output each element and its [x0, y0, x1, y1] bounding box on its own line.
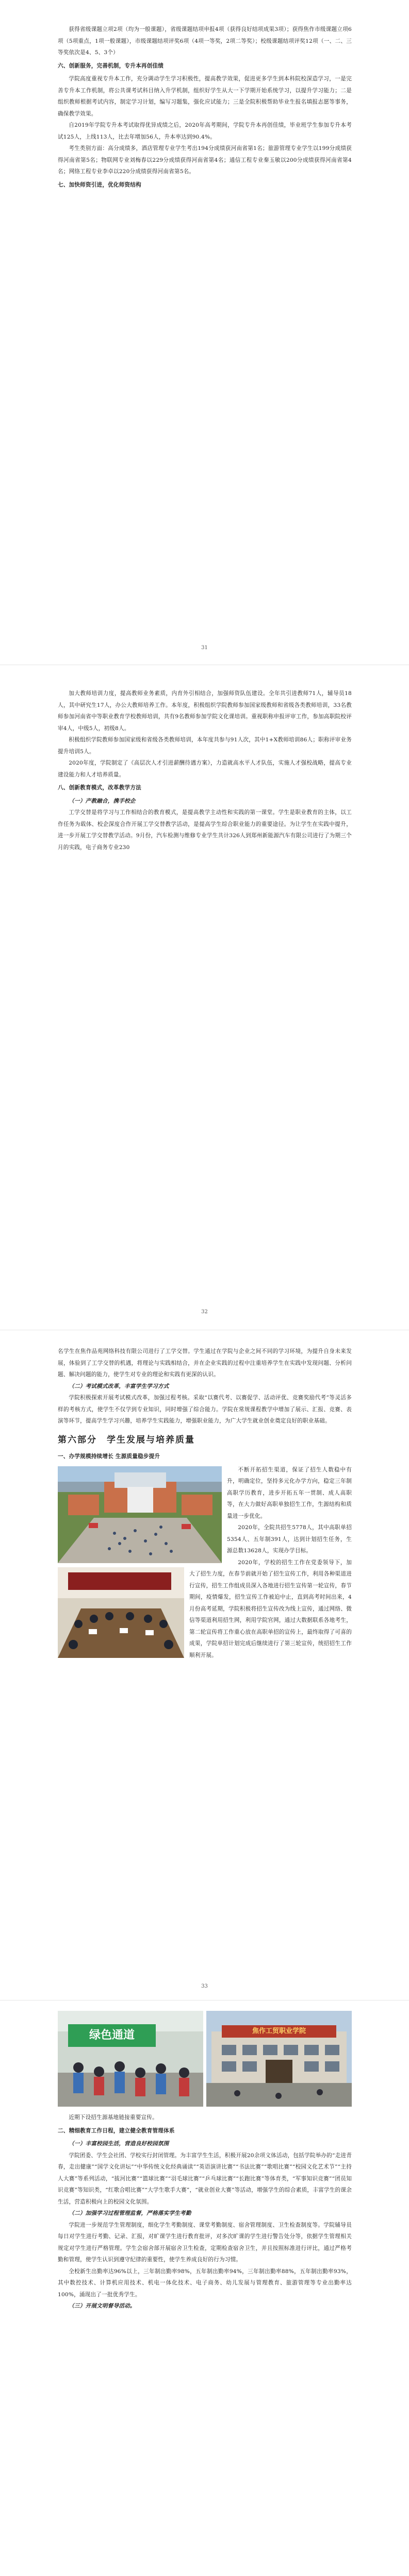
- paragraph: 学院高度重视专升本工作，充分调动学生学习积极性，提高教学效果，促进更多学生到本科院校深造学习，一是完善专升本工作机制，将公共课考试科目纳入升学机制，组织好学生从大一下学期开始系统学习，以提升学习能力；二是组织教师根据考试内容，制定学习计划，编写习题集，强化应试能力；三是全院积极帮助毕业生报名填报志愿等事务，确保教学效果。: [58, 76, 352, 117]
- section-heading-1: 一、办学规模持续增长 生源质量稳步提升: [58, 1453, 160, 1460]
- meeting-room-photo: [58, 1567, 184, 1658]
- paragraph: 2020年，学校的招生工作在党委领导下，加大了招生力度，在春节前就开始了招生宣传工作，利用各种渠道进行宣传，招生工作组成员深入各地进行招生宣传第一轮宣传，春节期间，疫情爆发，招生宣传工作被迫中止，直到高考时间出来，4月份高考延期，学院积极将招生宣传改为线上宣传，通过网络、微信等渠道利用招生网，利用学院官网，通过大数据联系各地考生，第二轮宣传将工作重心放在高职单招的宣传上，最终取得了可喜的成果，学院单招计划完成后继续进行了第三轮宣传，统招招生工作顺利开展。: [189, 1559, 352, 1658]
- report-page-31: [0, 0, 409, 665]
- page-31-content: [58, 24, 352, 192]
- section-heading-8: 八、创新教育模式，改革教学方法: [58, 785, 141, 791]
- paragraph: 考生类别方面：高分成绩多，酒店管理专业学生考出194分成绩获河南省第1名；旅游管理专业学生以199分成绩获得河南省第5名；物联网专业刘梅春以229分成绩获得河南省第4名；通信工程专业秦玉敏以200分成绩获得河南省第4名；网络工程专业李卓以220分成绩获得河南省第5名。: [58, 145, 352, 175]
- report-page-32: [0, 665, 409, 1330]
- gate-sign-text: 焦作工贸职业学院: [252, 2027, 306, 2035]
- subsection-heading: （二）加强学习过程管理监督，严格落实学生考勤: [69, 2210, 191, 2216]
- subsection-heading: （三）开展文明督导活动。: [69, 2303, 136, 2309]
- paragraph: 工学交替是将学习与工作相结合的教育模式，是提高教学主动性和实践的第一课堂。学生是职业教育的主体，以工作任务为载体、校企深度合作开展工学交替教学活动，是提高学生综合职业能力的重要途径。为让学生在实践中提升，进一步开展工学交替教学活动。9月份，汽车检测与维修专业学生共计326人到郑州新能源汽车有限公司进行了为期三个月的实践，电子商务专业230: [58, 809, 352, 851]
- green-channel-photo: [58, 2011, 203, 2107]
- section-heading-6: 六、创新服务，完善机制，专升本再创佳绩: [58, 62, 164, 69]
- section-heading-2: 二、精细教育工作日程，建立健全教育管理体系: [58, 2127, 175, 2134]
- banner-text: 绿色通道: [89, 2029, 135, 2042]
- campus-gate-photo: [206, 2011, 352, 2107]
- report-page-33: [0, 1330, 409, 2000]
- page-number: 32: [201, 1309, 208, 1315]
- paragraph: 全校新生出勤率达96%以上，三年制出勤率98%，五年制出勤率94%，三年制出勤率88%，五年制出勤率93%，其中数控技术、计算机应用技术、机电一体化技术、电子商务、幼儿发展与管理教育、旅游管理等专业出勤率达100%，涌现出了一批优秀学生。: [58, 2268, 352, 2298]
- part-title: 第六部分 学生发展与培养质量: [58, 1434, 195, 1445]
- paragraph: 自2019年学院专升本考试取得优异成绩之后，2020年高考期间，学院专升本再创佳绩，毕业班学生参加专升本考试125人，上线113人，比去年增加56人，升本率达到90.4%。: [58, 122, 352, 140]
- subsection-heading: （一）丰富校园生活，营造良好校园氛围: [69, 2141, 169, 2147]
- paragraph: 加大教师培训力度，提高教师业务素质，内育外引相结合，加强师资队伍建设。全年共引进教师71人，辅导员18人，其中研究生17人，办公大教师培养工作。本年度，积极组织学院教师参加国家级教师和省级各类教师培训，33名教师参加河南省中等职业教育学校教师培训，共有9名教师参加学院文化课培训。重视职称申报评审工作，参加高职院校评审4人，中级5人，初级8人。: [58, 690, 352, 732]
- subsection-heading: （一）产教融合，携手校企: [69, 798, 136, 804]
- paragraph: 学院积极探索开展考试模式改革，加强过程考核。采取“以赛代考、以赛促学、活动评优、竞赛奖励代考”等灵活多样的考核方式，使学生不仅学到专业知识，同时增强了综合能力。学院在常规课程教学中增加了展示、汇报、竞赛、表演等环节，提高学生学习兴趣，培养学生实践能力，增强职业能力，为广大学生就业创业奠定良好的职业基础。: [58, 1395, 352, 1424]
- paragraph: 近期下设招生源基地链接重要宣传。: [69, 2114, 158, 2121]
- paragraph: 2020年度，学院制定了《高层次人才引进薪酬待遇方案》，力造就高水平人才队伍，实施人才强校战略，提高专业建设能力和人才培养质量。: [58, 760, 352, 778]
- report-page-34: [0, 2001, 409, 2576]
- paragraph: 2020年，全院共招生5778人，其中高职单招5354人、五年制391人，达到计划招生任务，生源总数13628人，实现办学目标。: [227, 1524, 352, 1554]
- paragraph: 学院进一步规范学生管理制度，细化学生考勤制度、课堂考勤制度、宿舍管理制度、卫生检查制度等。学院辅导员每日对学生进行考勤、记录、汇报，对旷课学生进行教育批评，对多次旷课的学生进行警告处分等，依据学生管理相关规定对学生进行严格管理。学生会宿舍部开展宿舍卫生检查，定期检查宿舍卫生，并且按照标准进行评比，通过严格考勤和管理，使学生认识到遵守纪律的重要性，使学生养成良好的行为习惯。: [58, 2222, 352, 2263]
- paragraph: 不断开拓招生渠道，保证了招生人数稳中有升，明确定位，坚持多元化办学方向，稳定三年制高职学历教育，进步开拓五年一贯制、成人高职等，在大力做好高职单独招生工作，生源结构和质量进一步优化。: [227, 1466, 352, 1519]
- paragraph: 获得省级课题立项2项（均为一般课题），省级课题结项申报4项（获得良好结项成果3项）；获得焦作市级课题立项6项（5项重点，1项一般课题），市级课题结项评奖6项（4项一等奖，2项二等奖）；校级课题结项评奖12项（一、二、三等奖依次是4、5、3个）: [58, 26, 352, 56]
- paragraph: 学院团委、学生会社团、学校实行封闭管理。为丰富学生生活，积极开展20余项文体活动，包括学院举办的“走进青春，走出健康”“国学文化讲坛”“中华传统文化经典诵读”“英语演讲比赛”“书法比赛”“歌唱比赛”“校园文化艺术节”“主持人大赛”等系列活动，“拔河比赛”“篮球比赛”“羽毛球比赛”“乒乓球比赛”“长跑比赛”等体育类，“军事知识竞赛”“团员知识竞赛”等知识类，“红歌合唱比赛”“大学生歌手大赛”，“就业创业大赛”等活动，增强学生的综合素质，丰富学生的课余生活，营造积极向上的校园文化氛围。: [58, 2152, 352, 2205]
- subsection-heading: （二）考试模式改革，丰富学生学习方式: [69, 1383, 169, 1389]
- page-number: 31: [201, 645, 208, 651]
- section-heading-7: 七、加快师资引进，优化师资结构: [58, 181, 141, 188]
- photo-row: [58, 2011, 352, 2107]
- paragraph: 名学生在焦作品苑网络科技有限公司进行了工学交替。学生通过在学院与企业之间不同的学习环境，为提升自身未来发展，体验到了工学交替的机遇，将理论与实践相结合，并在企业实践的过程中注重培养学生在实践中发现问题、分析问题、解决问题的能力，使学生对专业的理论和实践有更深的认识。: [58, 1348, 352, 1378]
- page-number: 33: [201, 1984, 208, 1989]
- page-34-content: [58, 2112, 352, 2312]
- campus-aerial-photo: [58, 1466, 222, 1563]
- page-33-content: [58, 1346, 352, 1661]
- paragraph: 积极组织学院教师参加国家级和省级各类教师培训，本年度共参与91人次，其中1+X教师培训86人；职称评审业务提升培训5人。: [58, 737, 352, 755]
- page-32-content: [58, 688, 352, 853]
